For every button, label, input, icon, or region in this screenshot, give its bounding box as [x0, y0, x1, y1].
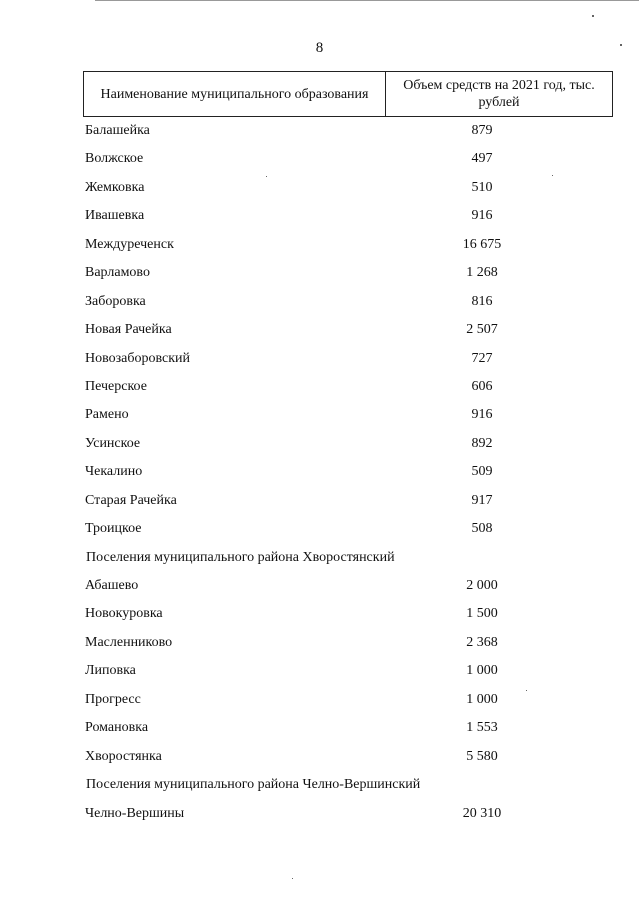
scan-speck	[592, 15, 594, 17]
page-number: 8	[315, 40, 324, 56]
row-name: Междуреченск	[85, 236, 174, 252]
row-value: 917	[471, 492, 493, 508]
table-header	[83, 71, 613, 117]
row-value: 497	[471, 151, 493, 167]
section-title: Поселения муниципального района Челно-Вершинский	[86, 777, 421, 793]
table-row	[0, 743, 639, 771]
scan-speck	[292, 878, 293, 879]
row-value: 1 553	[466, 720, 498, 736]
table-row	[0, 800, 639, 828]
section-title: Поселения муниципального района Хворостянский	[86, 549, 395, 565]
row-value: 509	[471, 464, 493, 480]
row-name: Балашейка	[85, 123, 150, 138]
header-name: Наименование муниципального образования	[84, 72, 386, 116]
row-value: 2 507	[466, 322, 498, 338]
table-row	[0, 714, 639, 742]
row-name: Заборовка	[85, 293, 146, 309]
row-value: 16 675	[462, 236, 502, 252]
header-amount: Объем средств на 2021 год, тыс. рублей	[403, 78, 595, 110]
table-row	[0, 288, 639, 316]
row-name: Челно-Вершины	[85, 805, 185, 821]
row-value: 1 000	[466, 691, 498, 707]
row-value: 2 000	[466, 578, 498, 593]
table-row	[0, 515, 639, 543]
row-name: Новозаборовский	[85, 350, 191, 366]
row-name: Рамено	[85, 407, 129, 423]
row-name: Новая Рачейка	[85, 322, 172, 338]
section-heading	[0, 771, 639, 799]
row-name: Ивашевка	[85, 208, 145, 224]
scan-speck	[526, 690, 527, 691]
row-value: 20 310	[462, 805, 502, 821]
row-value: 2 368	[466, 634, 498, 650]
table-row	[0, 430, 639, 458]
row-value: 5 580	[466, 748, 498, 764]
row-name: Жемковка	[85, 179, 145, 195]
table-row	[0, 345, 639, 373]
table-body	[0, 117, 639, 828]
row-name: Масленниково	[85, 634, 173, 650]
table-row	[0, 231, 639, 259]
row-value: 916	[471, 208, 493, 224]
scan-speck	[620, 44, 622, 46]
table-row	[0, 202, 639, 230]
top-edge-rule	[95, 0, 639, 1]
row-value: 606	[471, 378, 493, 394]
table-row	[0, 259, 639, 287]
row-value: 892	[471, 435, 493, 451]
table-row	[0, 686, 639, 714]
row-name: Троицкое	[85, 521, 142, 537]
row-value: 508	[471, 521, 493, 537]
row-value: 1 000	[466, 663, 498, 679]
section-heading	[0, 544, 639, 572]
row-name: Новокуровка	[85, 606, 163, 622]
row-value: 510	[471, 179, 493, 195]
table-row	[0, 657, 639, 685]
table-row	[0, 401, 639, 429]
table-row	[0, 174, 639, 202]
table-row	[0, 600, 639, 628]
table-row	[0, 629, 639, 657]
scan-speck	[552, 175, 553, 176]
row-name: Липовка	[85, 663, 136, 679]
row-name: Усинское	[85, 435, 141, 451]
row-value: 1 500	[466, 606, 498, 622]
table-row	[0, 117, 639, 145]
scan-speck	[266, 176, 267, 177]
table-row	[0, 316, 639, 344]
row-value: 816	[471, 293, 493, 309]
row-name: Варламово	[85, 265, 150, 281]
row-name: Романовка	[85, 720, 149, 736]
row-name: Чекалино	[85, 464, 143, 480]
row-value: 879	[471, 123, 493, 138]
table-row	[0, 458, 639, 486]
row-value: 1 268	[466, 265, 498, 281]
row-name: Абашево	[85, 578, 139, 593]
row-name: Волжское	[85, 151, 144, 167]
table-row	[0, 145, 639, 173]
row-name: Старая Рачейка	[85, 492, 177, 508]
row-name: Хворостянка	[85, 748, 162, 764]
row-name: Печерское	[85, 378, 147, 394]
table-row	[0, 487, 639, 515]
row-value: 727	[471, 350, 493, 366]
table-row	[0, 572, 639, 600]
table-row	[0, 373, 639, 401]
row-name: Прогресс	[85, 691, 141, 707]
row-value: 916	[471, 407, 493, 423]
